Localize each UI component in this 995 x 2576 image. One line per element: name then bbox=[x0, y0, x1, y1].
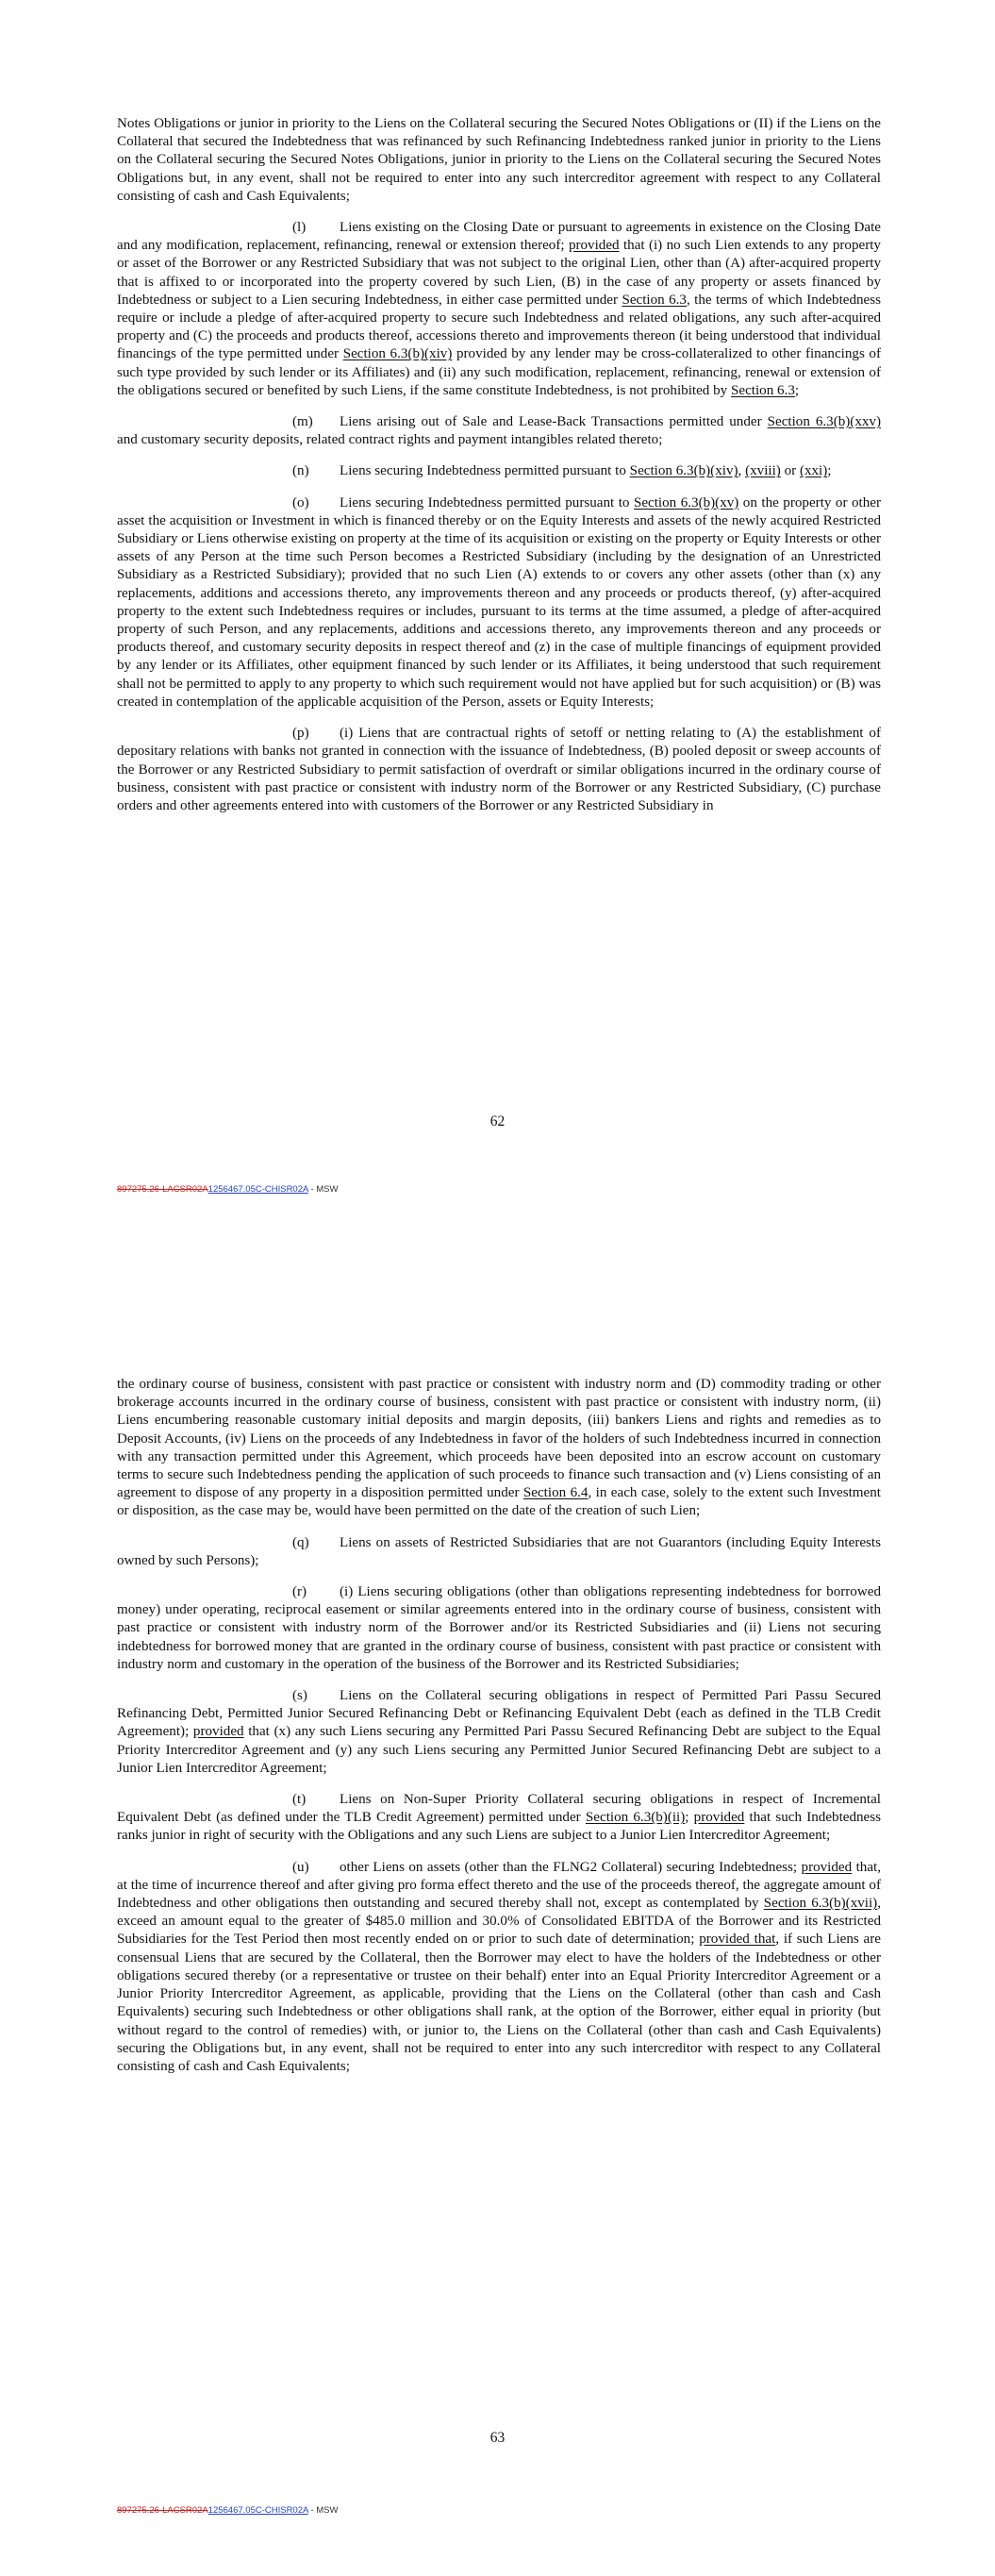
clause-label: (m) bbox=[292, 414, 313, 430]
clause-n: (n) Liens securing Indebtedness permitted pursuant to Section 6.3(b)(xiv), (xviii) or (xxi); bbox=[117, 462, 881, 480]
footer-old-id: 897275.26-LACSR02A bbox=[117, 2505, 208, 2516]
clause-label: (l) bbox=[292, 220, 307, 236]
footer-old-id: 897275.26-LACSR02A bbox=[117, 1184, 208, 1195]
clause-p: (p) (i) Liens that are contractual rights of setoff or netting relating to (A) the establishment of depositary relations with banks not granted in connection with the issuance of Indebtedness, (B) pooled deposit or sweep accounts of the Borrower or any Restricted Subsidiary to permit satisfaction of overdraft or similar obligations incurred in the ordinary course of business, consistent with past practice or consistent with industry norm of the Borrower or any Restricted Subsidiary, (C) purchase orders and other agreements entered into with customers of the Borrower or any Restricted Subsidiary in bbox=[117, 726, 881, 813]
clause-label: (n) bbox=[292, 463, 309, 479]
page-number: 63 bbox=[489, 2430, 506, 2446]
document-footer: 897275.26-LACSR02A1256467.05C-CHISR02A - MSW bbox=[117, 1184, 339, 1195]
clause-l: (l) Liens existing on the Closing Date or pursuant to agreements in existence on the Closing Date and any modification, replacement, refinancing, renewal or extension thereof; provided that (i) no such Lien extends to any property or asset of the Borrower or any Restricted Subsidiary that was not subject to the original Lien, other than (A) after-acquired property that is affixed to or incorporated into the property covered by such Lien, (B) in the case of any property or assets financed by Indebtedness or subject to a Lien securing Indebtedness, in either case permitted under Section 6.3, the terms of which Indebtedness require or include a pledge of after-acquired property to secure such Indebtedness and related obligations, any such after-acquired property and (C) the proceeds and products thereof, accessions thereto and improvements thereon (it being understood that individual financings of the type permitted under Section 6.3(b)(xiv) provided by any lender may be cross-collateralized to other financings of such type provided by such lender or its Affiliates) and (ii) any such modification, replacement, refinancing, renewal or extension of the obligations secured or benefited by such Liens, if the same constitute Indebtedness, is not prohibited by Section 6.3; bbox=[117, 220, 881, 398]
clause-label: (o) bbox=[292, 494, 309, 510]
document-footer: 897275.26-LACSR02A1256467.05C-CHISR02A - MSW bbox=[117, 2505, 339, 2516]
clause-label: (q) bbox=[292, 1534, 309, 1550]
clause-q: (q) Liens on assets of Restricted Subsidiaries that are not Guarantors (including Equity Interests owned by such Persons); bbox=[117, 1534, 881, 1568]
clause-t: (t) Liens on Non-Super Priority Collateral securing obligations in respect of Incremental Equivalent Debt (as defined under the TLB Credit Agreement) permitted under Section 6.3(b)(ii); provided that such Indebtedness ranks junior in right of security with the Obligations and any such Liens are subject to a Junior Lien Intercreditor Agreement; bbox=[117, 1792, 881, 1844]
page-63 bbox=[117, 1376, 881, 2089]
clause-u: (u) other Liens on assets (other than the FLNG2 Collateral) securing Indebtedness; provided that, at the time of incurrence thereof and after giving pro forma effect thereto and the use of the proceeds thereof, the aggregate amount of Indebtedness and other obligations then outstanding and secured thereby shall not, except as contemplated by Section 6.3(b)(xvii), exceed an amount equal to the greater of $485.0 million and 30.0% of Consolidated EBITDA of the Borrower and its Restricted Subsidiaries for the Test Period then most recently ended on or prior to such date of determination; provided that, if such Liens are consensual Liens that are secured by the Collateral, then the Borrower may elect to have the holders of the Indebtedness or other obligations secured thereby (or a representative or trustee on their behalf) enter into an Equal Priority Intercreditor Agreement or a Junior Priority Intercreditor Agreement, as applicable, providing that the Liens on the Collateral (other than cash and Cash Equivalents) securing such Indebtedness or other obligations shall rank, at the option of the Borrower, either equal in priority (but without regard to the control of remedies) with, or junior to, the Liens on the Collateral (other than cash and Cash Equivalents) securing the Obligations but, in any event, shall not be required to enter into any such intercreditor with respect to any Collateral consisting of cash and Cash Equivalents; bbox=[117, 1859, 881, 2074]
clause-label: (p) bbox=[292, 726, 309, 742]
footer-new-id: 1256467.05C-CHISR02A bbox=[207, 2505, 308, 2516]
paragraph-intro: Notes Obligations or junior in priority to the Liens on the Collateral securing the Secured Notes Obligations or (II) if the Liens on the Collateral that secured the Indebtedness that was refinanced by such Refinancing Indebtedness ranked junior in priority to the Liens on the Collateral securing the Secured Notes Obligations, junior in priority to the Liens on the Collateral securing the Secured Notes Obligations but, in any event, shall not be required to enter into any such intercreditor agreement with respect to any Collateral consisting of cash and Cash Equivalents; bbox=[117, 116, 881, 204]
clause-r: (r) (i) Liens securing obligations (other than obligations representing indebtedness for borrowed money) under operating, reciprocal easement or similar agreements entered into in the ordinary course of business, consistent with past practice or consistent with industry norm of the Borrower and/or its Restricted Subsidiaries and (ii) Liens not securing indebtedness for borrowed money that are granted in the ordinary course of business, consistent with past practice or consistent with industry norm and customary in the operation of the business of the Borrower and its Restricted Subsidiaries; bbox=[117, 1584, 881, 1672]
clause-label: (r) bbox=[292, 1584, 307, 1600]
footer-new-id: 1256467.05C-CHISR02A bbox=[207, 1184, 308, 1195]
page-number: 62 bbox=[489, 1113, 506, 1129]
clause-label: (u) bbox=[292, 1859, 309, 1875]
clause-m: (m) Liens arising out of Sale and Lease-Back Transactions permitted under Section 6.3(b)(xxv) and customary security deposits, related contract rights and payment intangibles related thereto; bbox=[117, 414, 881, 448]
page-62 bbox=[117, 115, 881, 828]
clause-label: (s) bbox=[292, 1688, 307, 1704]
clause-label: (t) bbox=[292, 1792, 307, 1808]
paragraph-continued: the ordinary course of business, consistent with past practice or consistent with industry norm and (D) commodity trading or other brokerage accounts incurred in the ordinary course of business, consistent with past practice or consistent with industry norm, (ii) Liens encumbering reasonable customary initial deposits and margin deposits, (iii) bankers Liens and rights and remedies as to Deposit Accounts, (iv) Liens on the proceeds of any Indebtedness in favor of the holders of such Indebtedness incurred in connection with any transaction permitted under this Agreement, which proceeds have been deposited into an escrow account on customary terms to secure such Indebtedness pending the application of such proceeds to finance such transaction and (v) Liens consisting of an agreement to dispose of any property in a disposition permitted under Section 6.4, in each case, solely to the extent such Investment or disposition, as the case may be, would have been permitted on the date of the creation of such Lien; bbox=[117, 1377, 881, 1519]
clause-o: (o) Liens securing Indebtedness permitted pursuant to Section 6.3(b)(xv) on the property or other asset the acquisition or Investment in which is financed thereby or on the Equity Interests and assets of the newly acquired Restricted Subsidiary or Liens otherwise existing on property at the time of its acquisition or existing on the property or Equity Interests or other assets of any Person at the time such Person becomes a Restricted Subsidiary (including by the designation of an Unrestricted Subsidiary as a Restricted Subsidiary); provided that no such Lien (A) extends to or covers any other assets (other than (x) any replacements, additions and accessions thereto, any improvements thereon and any proceeds or products thereof, (y) after-acquired property to the extent such Indebtedness requires or includes, pursuant to its terms at the time assumed, a pledge of after-acquired property of such Person, and any replacements, additions and accessions thereto, any improvements thereon and any proceeds or products thereof, and customary security deposits in respect thereof and (z) in the case of multiple financings of equipment provided by any lender or its Affiliates, other equipment financed by such lender or its Affiliates, it being understood that such requirement shall not be permitted to apply to any property to which such requirement would not have applied but for such acquisition) or (B) was created in contemplation of the applicable acquisition of the Person, assets or Equity Interests; bbox=[117, 494, 881, 710]
clause-s: (s) Liens on the Collateral securing obligations in respect of Permitted Pari Passu Secured Refinancing Debt, Permitted Junior Secured Refinancing Debt or Refinancing Equivalent Debt (each as defined in the TLB Credit Agreement); provided that (x) any such Liens securing any Permitted Pari Passu Secured Refinancing Debt are subject to the Equal Priority Intercreditor Agreement and (y) any such Liens securing any Permitted Junior Secured Refinancing Debt are subject to a Junior Lien Intercreditor Agreement; bbox=[117, 1688, 882, 1776]
